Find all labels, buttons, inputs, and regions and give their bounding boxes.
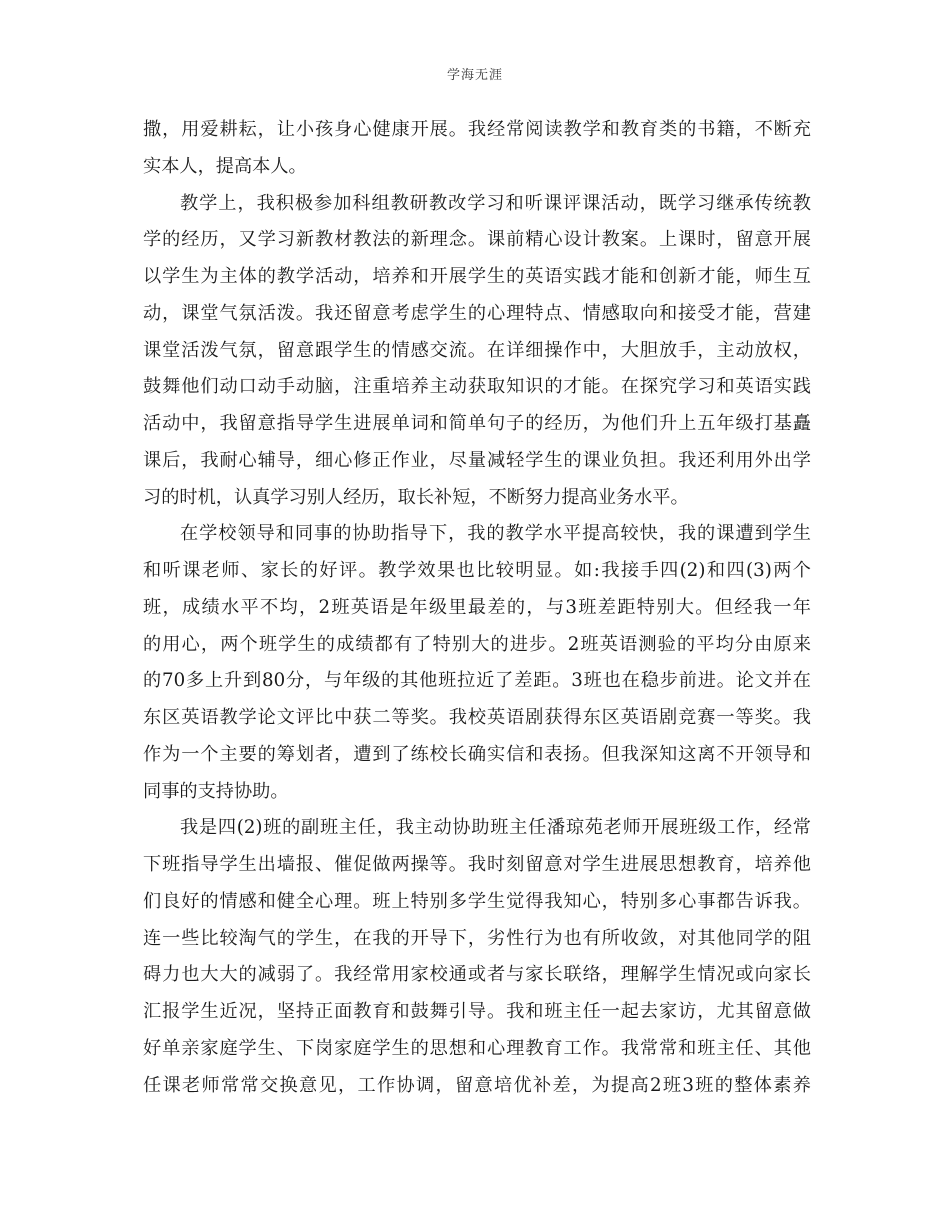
text-line: 的70多上升到80分，与年级的其他班拉近了差距。3班也在稳步前进。论文并在 (143, 670, 811, 692)
text-line: 的用心，两个班学生的成绩都有了特别大的进步。2班英语测验的平均分由原来 (143, 633, 811, 655)
text-line: 以学生为主体的教学活动，培养和开展学生的英语实践才能和创新才能，师生互 (143, 266, 811, 287)
text-line: 碍力也大大的减弱了。我经常用家校通或者与家长联络，理解学生情况或向家长 (143, 964, 811, 986)
page-header: 学海无涯 (446, 68, 503, 83)
text-line: 汇报学生近况，坚持正面教育和鼓舞引导。我和班主任一起去家访，尤其留意做 (143, 1001, 811, 1022)
text-line: 连一些比较淘气的学生，在我的开导下，劣性行为也有所收敛，对其他同学的阻 (143, 927, 811, 949)
text-line: 课堂活泼气氛，留意跟学生的情感交流。在详细操作中，大胆放手，主动放权， (143, 339, 811, 361)
paragraph-start-line: 教学上，我积极参加科组教研教改学习和听课评课活动，既学习继承传统教 (180, 192, 811, 214)
text-line: 作为一个主要的筹划者，遭到了练校长确实信和表扬。但我深知这离不开领导和 (143, 743, 811, 765)
text-line: 撒，用爱耕耘，让小孩身心健康开展。我经常阅读教学和教育类的书籍，不断充 (143, 119, 811, 140)
text-line: 们良好的情感和健全心理。班上特别多学生觉得我知心，特别多心事都告诉我。 (143, 890, 811, 912)
text-line: 班，成绩水平不均，2班英语是年级里最差的，与3班差距特别大。但经我一年 (143, 596, 811, 618)
text-line: 下班指导学生出墙报、催促做两操等。我时刻留意对学生进展思想教育，培养他 (143, 854, 811, 875)
text-line: 活动中，我留意指导学生进展单词和简单句子的经历，为他们升上五年级打基矗 (143, 413, 811, 434)
text-line: 学的经历，又学习新教材教法的新理念。课前精心设计教案。上课时，留意开展 (143, 229, 811, 251)
text-line: 动，课堂气氛活泼。我还留意考虑学生的心理特点、情感取向和接受才能，营建 (143, 302, 811, 324)
text-line: 和听课老师、家长的好评。教学效果也比较明显。如:我接手四(2)和四(3)两个 (143, 560, 811, 581)
text-line: 同事的支持协助。 (143, 780, 289, 802)
paragraph-start-line: 我是四(2)班的副班主任，我主动协助班主任潘琼苑老师开展班级工作，经常 (180, 817, 811, 839)
text-line: 任课老师常常交换意见，工作协调，留意培优补差，为提高2班3班的整体素养 (143, 1074, 811, 1096)
text-line: 好单亲家庭学生、下岗家庭学生的思想和心理教育工作。我常常和班主任、其他 (143, 1037, 811, 1059)
text-line: 实本人，提高本人。 (143, 155, 307, 177)
text-line: 课后，我耐心辅导，细心修正作业，尽量减轻学生的课业负担。我还利用外出学 (143, 449, 811, 471)
text-line: 习的时机，认真学习别人经历，取长补短，不断努力提高业务水平。 (143, 486, 689, 508)
document-body (143, 112, 811, 1104)
text-line: 鼓舞他们动口动手动脑，注重培养主动获取知识的才能。在探究学习和英语实践 (143, 376, 811, 398)
paragraph-start-line: 在学校领导和同事的协助指导下，我的教学水平提高较快，我的课遭到学生 (180, 523, 811, 545)
text-line: 东区英语教学论文评比中获二等奖。我校英语剧获得东区英语剧竞赛一等奖。我 (143, 707, 811, 728)
